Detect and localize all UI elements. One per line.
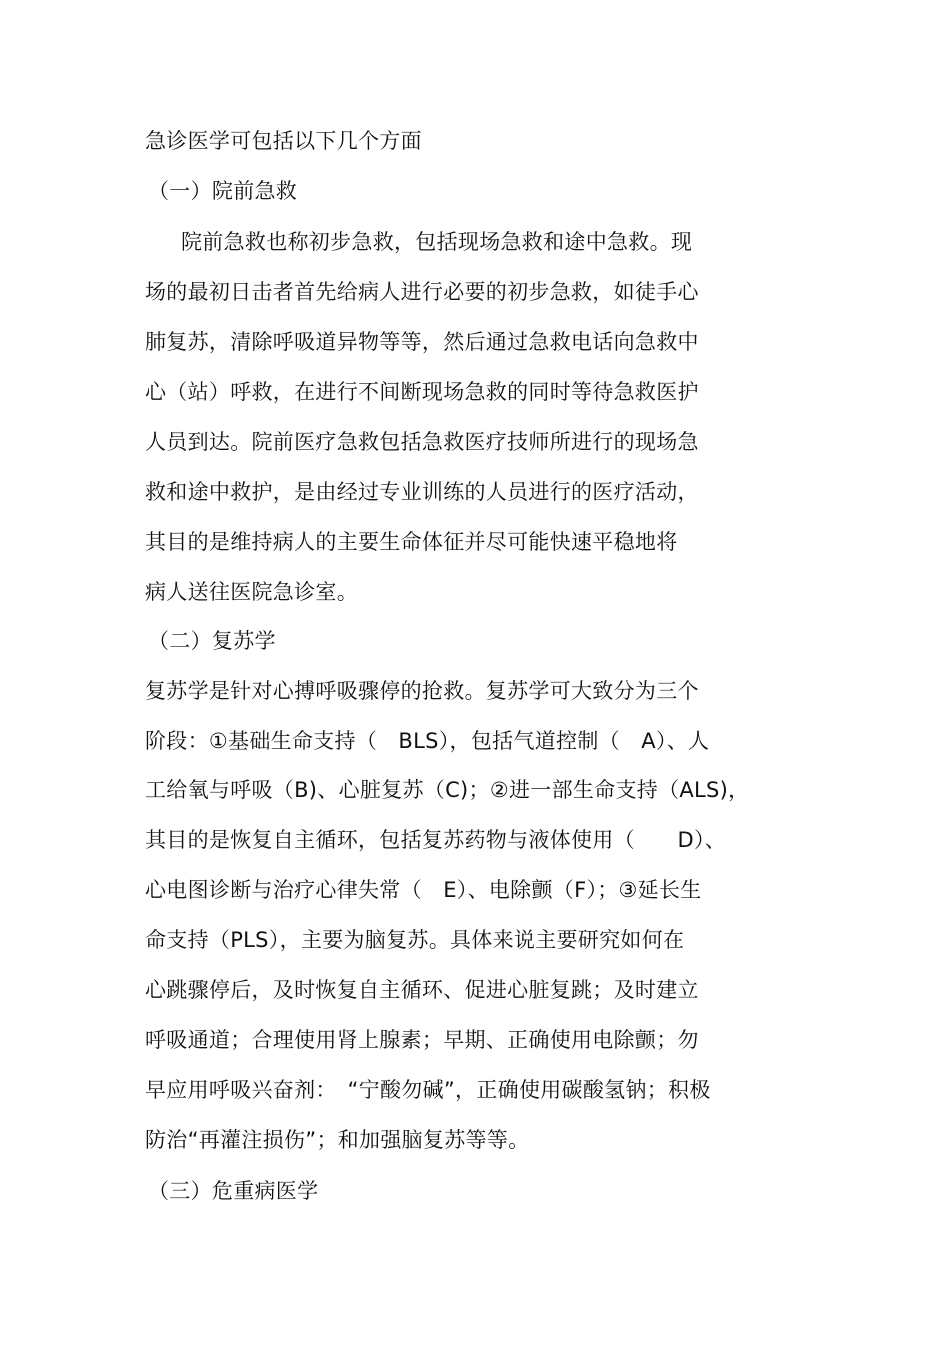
paragraph-line: 心（站）呼救，在进行不间断现场急救的同时等待急救医护 — [145, 380, 699, 404]
paragraph-line: 早应用呼吸兴奋剂： “宁酸勿碱”，正确使用碳酸氢钠；积极 — [145, 1078, 711, 1102]
paragraph-line: 呼吸通道；合理使用肾上腺素；早期、正确使用电除颤；勿 — [145, 1028, 699, 1052]
paragraph-line: 防治“再灌注损伤”；和加强脑复苏等等。 — [145, 1128, 530, 1152]
paragraph-line: 工给氧与呼吸（B)、心脏复苏（C)；②进一部生命支持（ALS)， — [145, 778, 750, 802]
paragraph-line: 场的最初日击者首先给病人进行必要的初步急救，如徒手心 — [145, 280, 699, 304]
section-heading-resuscitation: （二）复苏学 — [148, 629, 276, 653]
paragraph-line: 复苏学是针对心搏呼吸骤停的抢救。复苏学可大致分为三个 — [145, 679, 699, 703]
document-heading: 急诊医学可包括以下几个方面 — [145, 129, 422, 153]
section-heading-prehospital: （一）院前急救 — [148, 179, 298, 203]
paragraph-line: 心电图诊断与治疗心律失常（ E）、电除颤（F）；③延长生 — [145, 878, 702, 902]
paragraph-line: 其目的是维持病人的主要生命体征并尽可能快速平稳地将 — [145, 530, 678, 554]
section-heading-critical-care: （三）危重病医学 — [148, 1179, 319, 1203]
paragraph-line: 人员到达。院前医疗急救包括急救医疗技师所进行的现场急 — [145, 430, 699, 454]
paragraph-line: 救和途中救护，是由经过专业训练的人员进行的医疗活动， — [145, 480, 699, 504]
paragraph-line: 其目的是恢复自主循环，包括复苏药物与液体使用（ D）、 — [145, 828, 727, 852]
paragraph-line: 病人送往医院急诊室。 — [145, 580, 358, 604]
paragraph-line: 阶段：①基础生命支持（ BLS），包括气道控制（ A）、人 — [145, 729, 710, 753]
paragraph-line: 命支持（PLS），主要为脑复苏。具体来说主要研究如何在 — [145, 928, 685, 952]
paragraph-line: 肺复苏，清除呼吸道异物等等，然后通过急救电话向急救中 — [145, 330, 699, 354]
paragraph-line: 心跳骤停后，及时恢复自主循环、促进心脏复跳；及时建立 — [145, 978, 699, 1002]
paragraph-line: 院前急救也称初步急救，包括现场急救和途中急救。现 — [181, 230, 693, 254]
